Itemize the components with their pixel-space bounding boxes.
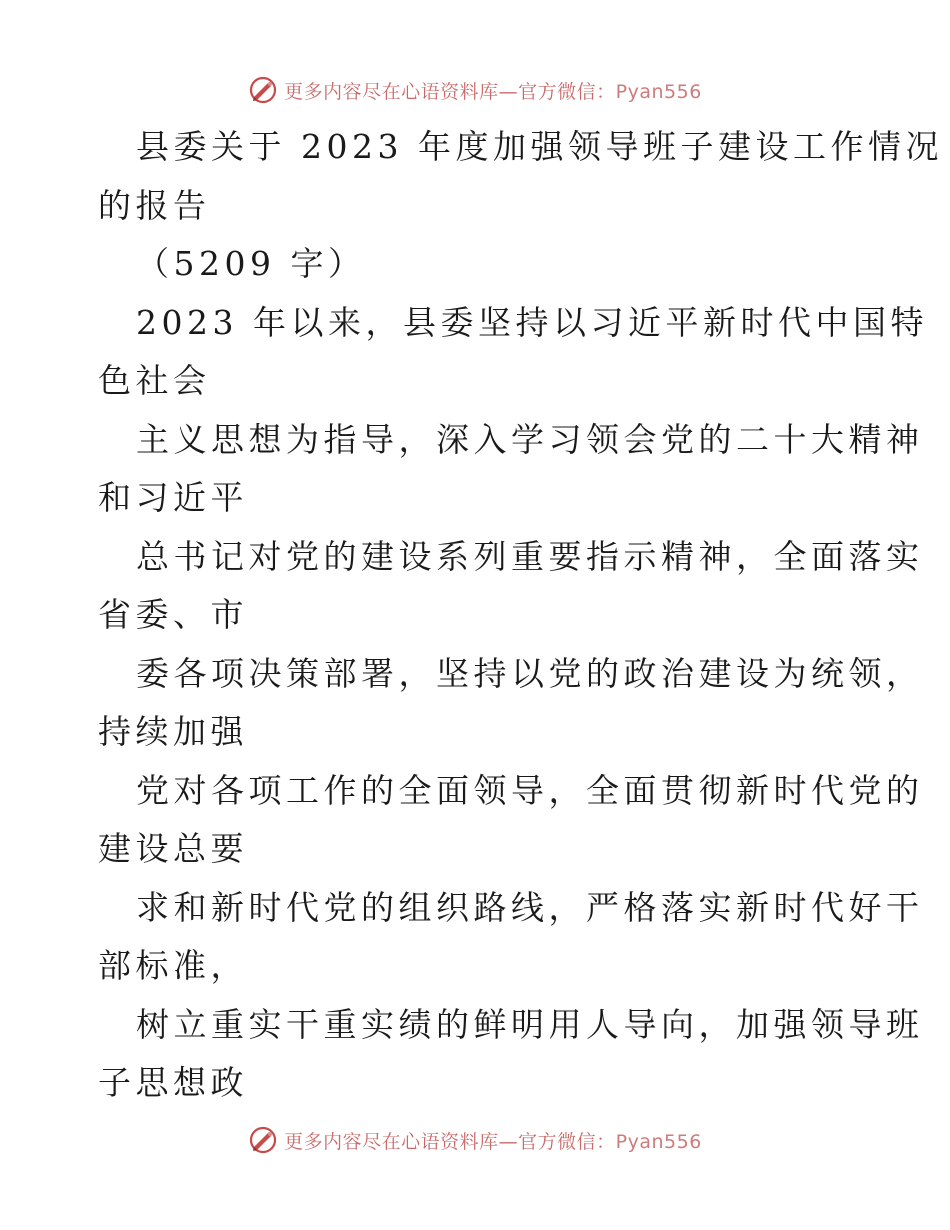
text-line: 主义思想为指导，深入学习领会党的二十大精神 (136, 419, 924, 459)
text-line: 建设总要 (98, 829, 248, 868)
text-line: （5209 字） (136, 244, 366, 283)
text-line: 县委关于 2023 年度加强领导班子建设工作情况 (136, 127, 943, 166)
footer-watermark (0, 1120, 950, 1160)
watermark-label: 更多内容尽在心语资料库—官方微信： (284, 1130, 616, 1153)
watermark-id: Pyan556 (615, 1130, 702, 1153)
text-line: 和习近平 (98, 478, 248, 517)
document-body (98, 118, 943, 1113)
text-line: 子思想政 (98, 1063, 248, 1102)
text-line: 持续加强 (98, 712, 248, 751)
text-line: 2023 年以来，县委坚持以习近平新时代中国特 (136, 302, 928, 342)
pen-logo-icon (248, 75, 278, 105)
text-line: 部标准， (98, 946, 248, 985)
text-line: 总书记对党的建设系列重要指示精神，全面落实 (136, 536, 924, 576)
text-line: 的报告 (98, 185, 211, 225)
text-line: 党对各项工作的全面领导，全面贯彻新时代党的 (136, 770, 924, 810)
watermark-text (284, 77, 702, 104)
header-watermark (0, 70, 950, 110)
text-line: 色社会 (98, 361, 211, 400)
watermark-label: 更多内容尽在心语资料库—官方微信： (284, 80, 616, 103)
text-line: 树立重实干重实绩的鲜明用人导向，加强领导班 (136, 1004, 924, 1044)
text-line: 省委、市 (98, 595, 248, 634)
text-line: 委各项决策部署，坚持以党的政治建设为统领， (136, 653, 924, 693)
watermark-text (284, 1127, 702, 1154)
text-line: 求和新时代党的组织路线，严格落实新时代好干 (136, 887, 924, 927)
pen-logo-icon (248, 1125, 278, 1155)
watermark-id: Pyan556 (615, 80, 702, 103)
